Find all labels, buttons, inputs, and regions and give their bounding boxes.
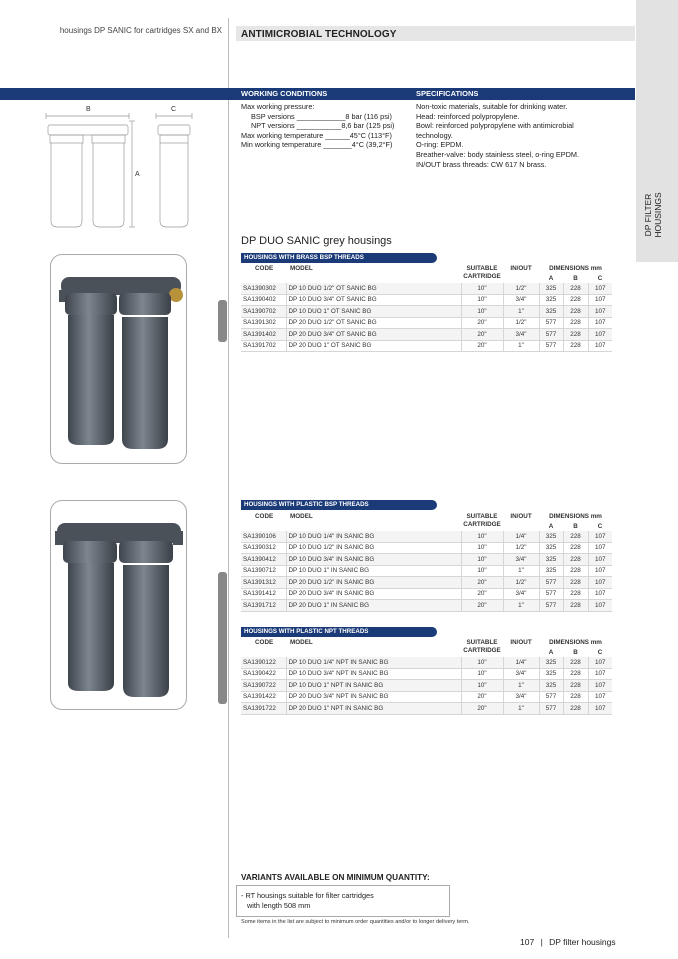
cell-code: SA1391722 [241, 703, 286, 715]
running-header: housings DP SANIC for cartridges SX and BX [59, 26, 222, 35]
cell-model: DP 10 DUO 1" IN SANIC BG [286, 565, 461, 577]
cell-c: 107 [588, 542, 612, 554]
conditions-bar [0, 88, 635, 100]
col-cartridge: CARTRIDGE [463, 647, 501, 654]
product-photo-brass [50, 254, 187, 464]
variants-box [236, 885, 450, 917]
table-row [241, 340, 612, 352]
cell-inout: 1/2" [503, 577, 539, 589]
table-row [241, 657, 612, 668]
cell-code: SA1390702 [241, 306, 286, 318]
spec-line: Bowl: reinforced polypropylene with antimicrobial [416, 121, 574, 131]
page-label: DP filter housings [549, 937, 616, 947]
table-row [241, 588, 612, 600]
col-dimensions: DIMENSIONS mm [549, 265, 602, 272]
cell-code: SA1391412 [241, 588, 286, 600]
cell-inout: 3/4" [503, 588, 539, 600]
cell-model: DP 10 DUO 3/4" IN SANIC BG [286, 554, 461, 566]
cell-a: 325 [539, 294, 563, 306]
cell-a: 577 [539, 703, 563, 715]
cell-code: SA1391402 [241, 329, 286, 341]
cell-cartridge: 10" [461, 668, 503, 680]
cell-inout: 1" [503, 565, 539, 577]
table-row [241, 668, 612, 680]
cell-b: 228 [563, 306, 588, 318]
table-plastic-npt [241, 639, 612, 715]
cell-c: 107 [588, 531, 612, 542]
col-cartridge: CARTRIDGE [463, 273, 501, 280]
cell-b: 228 [563, 294, 588, 306]
col-code: CODE [255, 265, 274, 272]
cell-inout: 1" [503, 600, 539, 612]
cell-b: 228 [563, 554, 588, 566]
working-line: BSP versions ____________8 bar (116 psi) [251, 111, 392, 121]
col-a: A [548, 275, 554, 282]
working-line: Min working temperature _______4°C (39,2°F) [241, 140, 393, 150]
cell-c: 107 [588, 317, 612, 329]
cell-a: 325 [539, 657, 563, 668]
col-c: C [597, 523, 603, 530]
table-row [241, 577, 612, 589]
cell-c: 107 [588, 554, 612, 566]
table-row [241, 329, 612, 341]
cell-c: 107 [588, 340, 612, 352]
cell-cartridge: 20" [461, 340, 503, 352]
page-number: 107 [520, 937, 535, 947]
spec-line: Breather-valve: body stainless steel, o-ring EPDM. [416, 149, 580, 159]
cell-c: 107 [588, 294, 612, 306]
cell-a: 325 [539, 542, 563, 554]
cell-code: SA1390422 [241, 668, 286, 680]
cell-code: SA1391422 [241, 691, 286, 703]
cell-a: 577 [539, 329, 563, 341]
cell-cartridge: 10" [461, 657, 503, 668]
cell-a: 325 [539, 531, 563, 542]
section-label: HOUSINGS WITH PLASTIC NPT THREADS [244, 628, 369, 635]
col-a: A [548, 523, 554, 530]
table-brass-bsp [241, 265, 612, 352]
table-plastic-bsp [241, 513, 612, 612]
cell-cartridge: 20" [461, 691, 503, 703]
product-title: DP DUO SANIC grey housings [241, 235, 392, 247]
cell-model: DP 20 DUO 1" NPT IN SANIC BG [286, 703, 461, 715]
cell-a: 577 [539, 577, 563, 589]
table-row [241, 317, 612, 329]
cell-cartridge: 20" [461, 577, 503, 589]
specifications [416, 102, 579, 169]
side-tab-label: DP FILTER HOUSINGS [643, 192, 663, 238]
col-model: MODEL [290, 513, 313, 520]
table-row [241, 283, 612, 294]
spec-line: IN/OUT brass threads: CW 617 N brass. [416, 159, 547, 169]
cell-inout: 3/4" [503, 691, 539, 703]
scroll-indicator[interactable] [218, 300, 227, 342]
cell-code: SA1390412 [241, 554, 286, 566]
dimension-drawing [36, 103, 216, 233]
variants-title: VARIANTS AVAILABLE ON MINIMUM QUANTITY: [241, 873, 430, 882]
cell-b: 228 [563, 531, 588, 542]
cell-model: DP 10 DUO 1/2" OT SANIC BG [286, 283, 461, 294]
column-divider [228, 18, 229, 938]
cell-model: DP 10 DUO 1/4" NPT IN SANIC BG [286, 657, 461, 668]
cell-c: 107 [588, 588, 612, 600]
col-b: B [573, 523, 578, 530]
cell-code: SA1390122 [241, 657, 286, 668]
cell-b: 228 [563, 340, 588, 352]
col-cartridge: CARTRIDGE [463, 521, 501, 528]
col-a: A [548, 649, 554, 656]
cell-inout: 3/4" [503, 668, 539, 680]
section-label: HOUSINGS WITH BRASS BSP THREADS [244, 254, 364, 261]
working-conditions-label: WORKING CONDITIONS [241, 89, 328, 98]
col-inout: IN/OUT [510, 513, 532, 520]
cell-cartridge: 20" [461, 588, 503, 600]
working-line: Max working pressure: [241, 102, 315, 111]
cell-c: 107 [588, 703, 612, 715]
table-row [241, 600, 612, 612]
cell-a: 577 [539, 317, 563, 329]
cell-inout: 1" [503, 703, 539, 715]
cell-code: SA1390302 [241, 283, 286, 294]
spec-line: technology. [416, 130, 453, 140]
cell-b: 228 [563, 577, 588, 589]
cell-a: 577 [539, 691, 563, 703]
cell-cartridge: 10" [461, 554, 503, 566]
cell-code: SA1390712 [241, 565, 286, 577]
cell-code: SA1391302 [241, 317, 286, 329]
cell-code: SA1390312 [241, 542, 286, 554]
spec-line: O-ring: EPDM. [416, 140, 464, 150]
cell-c: 107 [588, 680, 612, 692]
col-suitable: SUITABLE [466, 639, 498, 646]
cell-model: DP 20 DUO 1/2" IN SANIC BG [286, 577, 461, 589]
cell-a: 325 [539, 668, 563, 680]
page-separator: | [540, 937, 543, 947]
cell-a: 577 [539, 340, 563, 352]
cell-c: 107 [588, 565, 612, 577]
cell-c: 107 [588, 577, 612, 589]
cell-c: 107 [588, 691, 612, 703]
col-code: CODE [255, 513, 274, 520]
col-suitable: SUITABLE [466, 513, 498, 520]
col-b: B [573, 275, 578, 282]
cell-inout: 1" [503, 306, 539, 318]
table-row [241, 531, 612, 542]
cell-b: 228 [563, 657, 588, 668]
col-inout: IN/OUT [510, 639, 532, 646]
col-inout: IN/OUT [510, 265, 532, 272]
cell-c: 107 [588, 657, 612, 668]
cell-model: DP 10 DUO 1/4" IN SANIC BG [286, 531, 461, 542]
cell-model: DP 20 DUO 1" OT SANIC BG [286, 340, 461, 352]
cell-b: 228 [563, 565, 588, 577]
cell-cartridge: 20" [461, 703, 503, 715]
col-model: MODEL [290, 639, 313, 646]
cell-inout: 1/2" [503, 542, 539, 554]
cell-model: DP 20 DUO 3/4" IN SANIC BG [286, 588, 461, 600]
cell-inout: 1/2" [503, 283, 539, 294]
dim-label-b: B [86, 106, 91, 113]
cell-inout: 3/4" [503, 554, 539, 566]
table-row [241, 542, 612, 554]
col-code: CODE [255, 639, 274, 646]
cell-a: 325 [539, 283, 563, 294]
col-dimensions: DIMENSIONS mm [549, 639, 602, 646]
variants-line: with length 508 mm [247, 900, 311, 910]
col-b: B [573, 649, 578, 656]
cell-model: DP 10 DUO 1" NPT IN SANIC BG [286, 680, 461, 692]
cell-cartridge: 10" [461, 294, 503, 306]
cell-c: 107 [588, 306, 612, 318]
page-footer [520, 937, 616, 947]
col-model: MODEL [290, 265, 313, 272]
cell-model: DP 20 DUO 3/4" OT SANIC BG [286, 329, 461, 341]
variants-line: - RT housings suitable for filter cartridges [241, 891, 374, 900]
cell-inout: 1/4" [503, 657, 539, 668]
cell-inout: 3/4" [503, 294, 539, 306]
col-suitable: SUITABLE [466, 265, 498, 272]
col-c: C [597, 275, 603, 282]
cell-model: DP 20 DUO 1" IN SANIC BG [286, 600, 461, 612]
cell-b: 228 [563, 703, 588, 715]
cell-a: 325 [539, 554, 563, 566]
cell-b: 228 [563, 691, 588, 703]
specifications-label: SPECIFICATIONS [416, 89, 479, 98]
cell-cartridge: 20" [461, 317, 503, 329]
cell-code: SA1390402 [241, 294, 286, 306]
footnote: Some items in the list are subject to minimum order quantities and/or to longer delivery term. [241, 919, 470, 925]
housing-duo-image [51, 501, 186, 709]
table-row [241, 554, 612, 566]
section-bar-brass-bsp [241, 253, 437, 263]
section-bar-plastic-bsp [241, 500, 437, 510]
cell-model: DP 10 DUO 1" OT SANIC BG [286, 306, 461, 318]
cell-code: SA1390106 [241, 531, 286, 542]
table-row [241, 703, 612, 715]
spec-line: Head: reinforced polypropylene. [416, 111, 520, 121]
cell-a: 577 [539, 588, 563, 600]
cell-model: DP 20 DUO 1/2" OT SANIC BG [286, 317, 461, 329]
cell-code: SA1391712 [241, 600, 286, 612]
cell-b: 228 [563, 588, 588, 600]
cell-b: 228 [563, 283, 588, 294]
cell-a: 577 [539, 600, 563, 612]
cell-b: 228 [563, 317, 588, 329]
cell-cartridge: 10" [461, 306, 503, 318]
working-line: Max working temperature ______45°C (113°F) [241, 130, 392, 140]
cell-model: DP 20 DUO 3/4" NPT IN SANIC BG [286, 691, 461, 703]
cell-cartridge: 10" [461, 565, 503, 577]
cell-inout: 3/4" [503, 329, 539, 341]
cell-inout: 1/2" [503, 317, 539, 329]
cell-model: DP 10 DUO 3/4" OT SANIC BG [286, 294, 461, 306]
cell-cartridge: 10" [461, 680, 503, 692]
cell-cartridge: 10" [461, 542, 503, 554]
dim-label-c: C [171, 106, 177, 113]
dim-label-a: A [135, 171, 140, 178]
col-c: C [597, 649, 603, 656]
working-line: NPT versions ___________8,6 bar (125 psi) [251, 121, 395, 131]
table-row [241, 306, 612, 318]
working-conditions [241, 102, 394, 150]
cell-cartridge: 20" [461, 329, 503, 341]
cell-c: 107 [588, 329, 612, 341]
spec-line: Non-toxic materials, suitable for drinking water. [416, 102, 568, 111]
cell-a: 325 [539, 306, 563, 318]
section-title: ANTIMICROBIAL TECHNOLOGY [241, 29, 397, 40]
cell-c: 107 [588, 668, 612, 680]
cell-inout: 1" [503, 680, 539, 692]
section-bar-plastic-npt [241, 627, 437, 637]
cell-a: 325 [539, 680, 563, 692]
section-label: HOUSINGS WITH PLASTIC BSP THREADS [244, 501, 369, 508]
table-row [241, 294, 612, 306]
table-row [241, 680, 612, 692]
cell-code: SA1391312 [241, 577, 286, 589]
cell-code: SA1390722 [241, 680, 286, 692]
cell-a: 325 [539, 565, 563, 577]
cell-b: 228 [563, 668, 588, 680]
table-row [241, 565, 612, 577]
cell-model: DP 10 DUO 1/2" IN SANIC BG [286, 542, 461, 554]
table-row [241, 691, 612, 703]
cell-cartridge: 10" [461, 283, 503, 294]
housing-duo-image [51, 255, 186, 463]
cell-c: 107 [588, 600, 612, 612]
cell-code: SA1391702 [241, 340, 286, 352]
cell-b: 228 [563, 680, 588, 692]
cell-cartridge: 10" [461, 531, 503, 542]
cell-inout: 1/4" [503, 531, 539, 542]
cell-model: DP 10 DUO 3/4" NPT IN SANIC BG [286, 668, 461, 680]
scroll-indicator[interactable] [218, 572, 227, 704]
product-photo-plastic [50, 500, 187, 710]
cell-cartridge: 20" [461, 600, 503, 612]
col-dimensions: DIMENSIONS mm [549, 513, 602, 520]
cell-b: 228 [563, 542, 588, 554]
cell-b: 228 [563, 329, 588, 341]
cell-inout: 1" [503, 340, 539, 352]
cell-b: 228 [563, 600, 588, 612]
cell-c: 107 [588, 283, 612, 294]
